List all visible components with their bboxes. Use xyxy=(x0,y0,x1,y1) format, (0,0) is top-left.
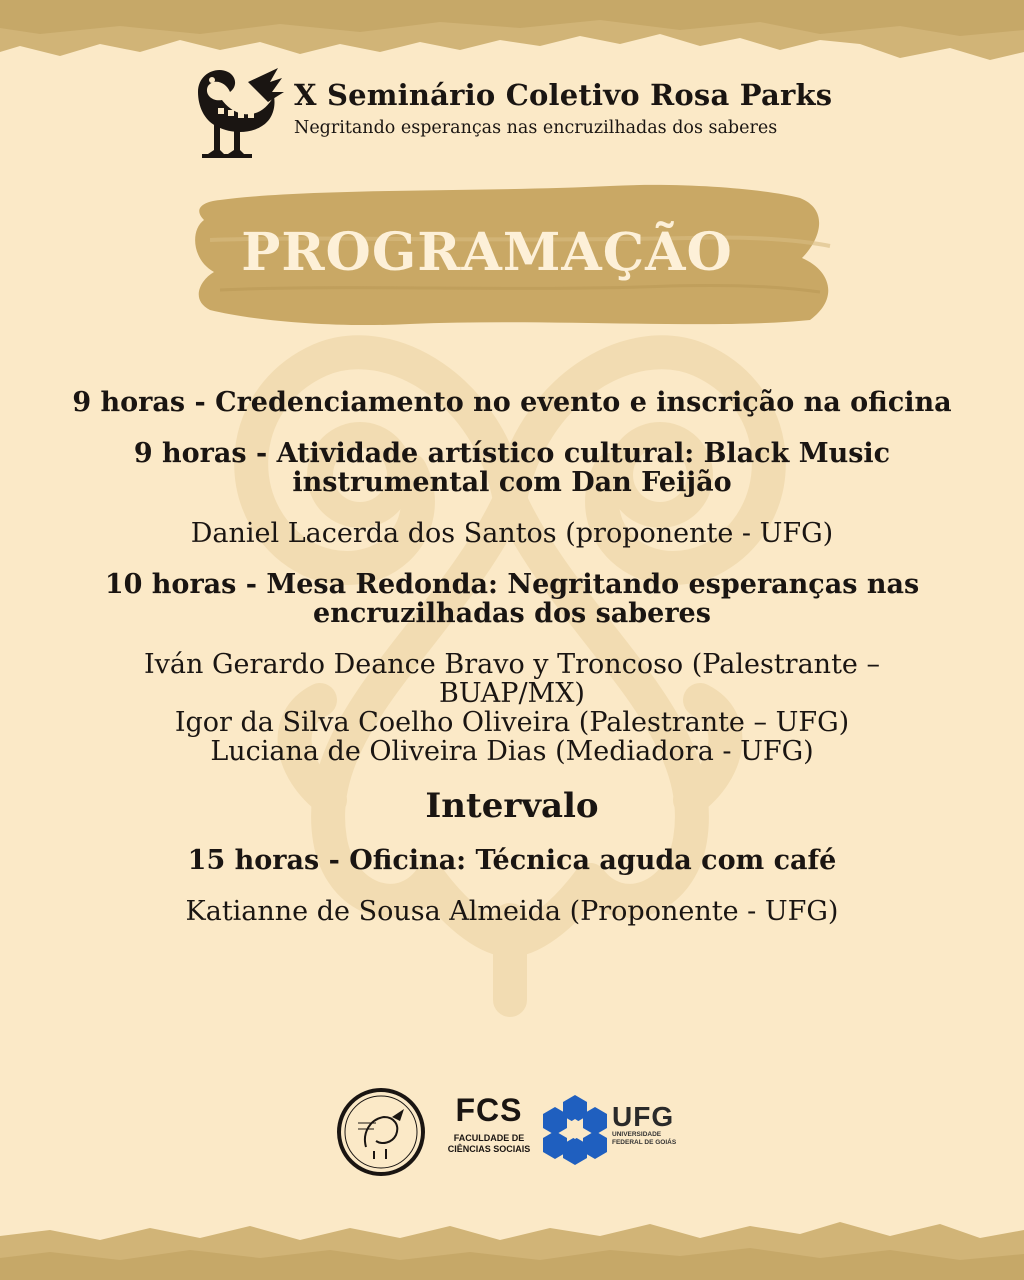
header xyxy=(178,62,878,162)
schedule-item-title xyxy=(40,570,984,628)
torn-paper-top xyxy=(0,0,1024,70)
schedule-item-title xyxy=(40,439,984,497)
section-title: PROGRAMAÇÃO xyxy=(241,222,733,283)
schedule-item-person: Katianne de Sousa Almeida (Proponente - UFG) xyxy=(185,896,839,927)
title-line: encruzilhadas dos saberes xyxy=(313,598,711,629)
ufg-wordmark: UFG xyxy=(612,1101,675,1132)
title-line: instrumental com Dan Feijão xyxy=(292,467,732,498)
title-line: 9 horas - Atividade artístico cultural: Black Music xyxy=(133,438,891,469)
speaker-line: Iván Gerardo Deance Bravo y Troncoso (Palestrante – xyxy=(144,649,880,680)
fcs-sub-line: FACULDADE DE xyxy=(453,1133,525,1143)
seminar-subtitle: Negritando esperanças nas encruzilhadas dos saberes xyxy=(294,118,778,138)
fcs-subtitle xyxy=(444,1133,534,1155)
schedule-item-title: 9 horas - Credenciamento no evento e inscrição na oficina xyxy=(72,387,952,418)
schedule xyxy=(40,388,984,948)
speaker-line: Luciana de Oliveira Dias (Mediadora - UFG) xyxy=(210,736,814,767)
ufg-text xyxy=(612,1103,676,1147)
speaker-line: Igor da Silva Coelho Oliveira (Palestrante – UFG) xyxy=(174,707,850,738)
fcs-wordmark: FCS xyxy=(455,1092,523,1128)
torn-paper-bottom xyxy=(0,1210,1024,1280)
ufg-logo xyxy=(540,1093,690,1173)
ufg-sub-line: FEDERAL DE GOIÁS xyxy=(612,1139,677,1146)
speaker-line: BUAP/MX) xyxy=(439,678,585,709)
schedule-item-person: Daniel Lacerda dos Santos (proponente - UFG) xyxy=(190,518,834,549)
fcs-logo xyxy=(444,1093,534,1155)
sankofa-bird-logo xyxy=(178,62,284,160)
title-line: 10 horas - Mesa Redonda: Negritando esperanças nas xyxy=(104,569,920,600)
ufg-hexagon-icon xyxy=(540,1093,610,1165)
schedule-item-title: 15 horas - Oficina: Técnica aguda com café xyxy=(187,845,837,876)
collective-seal-logo xyxy=(336,1087,426,1177)
speakers-list xyxy=(40,650,984,766)
ufg-sub-line: UNIVERSIDADE xyxy=(612,1131,662,1138)
seminar-title: X Seminário Coletivo Rosa Parks xyxy=(294,78,833,112)
interval-heading: Intervalo xyxy=(425,786,599,826)
fcs-sub-line: CIÊNCIAS SOCIAIS xyxy=(447,1144,531,1154)
footer-logos xyxy=(330,1085,700,1185)
